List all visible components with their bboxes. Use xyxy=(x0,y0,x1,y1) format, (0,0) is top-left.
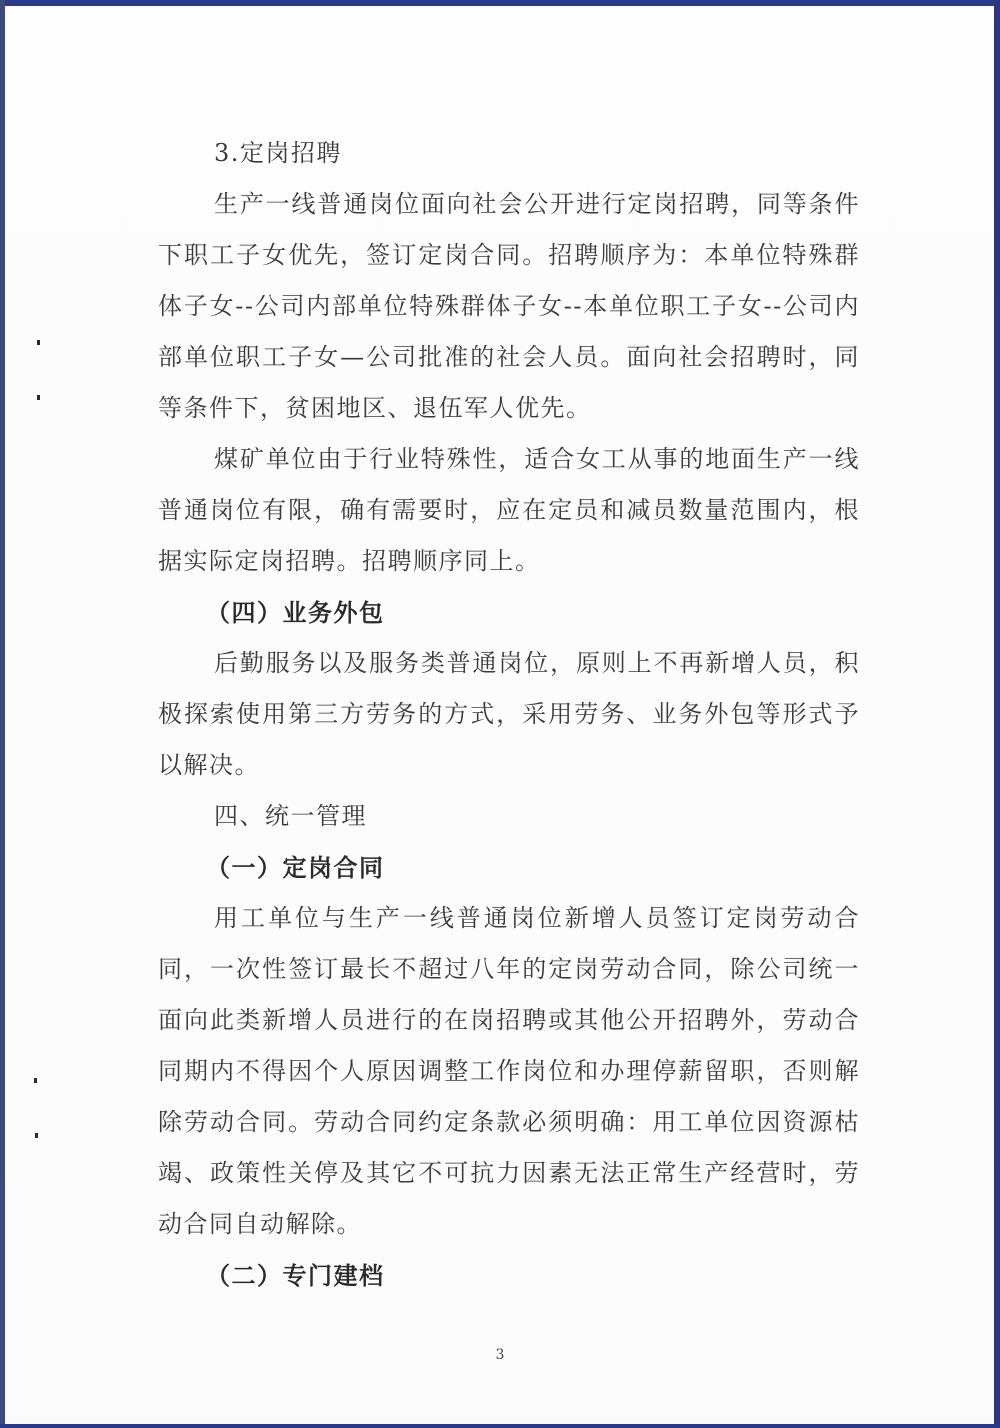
scan-border-top xyxy=(0,0,1000,6)
document-body xyxy=(158,128,860,1301)
section-heading-3: 3.定岗招聘 xyxy=(214,139,342,167)
scan-border-right xyxy=(994,0,1000,1428)
scan-border-left xyxy=(0,0,5,1428)
scan-border-bottom xyxy=(0,1424,1000,1428)
paragraph-contract: 用工单位与生产一线普通岗位新增人员签订定岗劳动合同，一次性签订最长不超过八年的定岗劳动合同，除公司统一面向此类新增人员进行的在岗招聘或其他公开招聘外，劳动合同期内不得因个人原因调整工作岗位和办理停薪留职，否则解除劳动合同。劳动合同约定条款必须明确：用工单位因资源枯竭、政策性关停及其它不可抗力因素无法正常生产经营时，劳动合同自动解除。 xyxy=(158,904,860,1238)
subheading-contract: （一）定岗合同 xyxy=(206,853,385,882)
paragraph-recruitment-order: 生产一线普通岗位面向社会公开进行定岗招聘，同等条件下职工子女优先，签订定岗合同。招聘顺序为：本单位特殊群体子女--公司内部单位特殊群体子女--本单位职工子女--公司内部单位职工子女—公司批准的社会人员。面向社会招聘时，同等条件下，贫困地区、退伍军人优先。 xyxy=(158,190,860,422)
page-number: 3 xyxy=(495,1347,505,1363)
paragraph-coal-mine: 煤矿单位由于行业特殊性，适合女工从事的地面生产一线普通岗位有限，确有需要时，应在定员和减员数量范围内，根据实际定岗招聘。招聘顺序同上。 xyxy=(158,445,860,575)
binding-hole-mark xyxy=(37,395,40,400)
binding-hole-mark xyxy=(37,340,40,345)
subheading-outsourcing: （四）业务外包 xyxy=(206,598,385,627)
paragraph-outsourcing: 后勤服务以及服务类普通岗位，原则上不再新增人员，积极探索使用第三方劳务的方式，采用劳务、业务外包等形式予以解决。 xyxy=(158,649,860,779)
subheading-archiving: （二）专门建档 xyxy=(206,1261,385,1290)
section-heading-4: 四、统一管理 xyxy=(214,802,367,830)
binding-hole-mark xyxy=(35,1133,38,1138)
binding-hole-mark xyxy=(34,1078,37,1083)
